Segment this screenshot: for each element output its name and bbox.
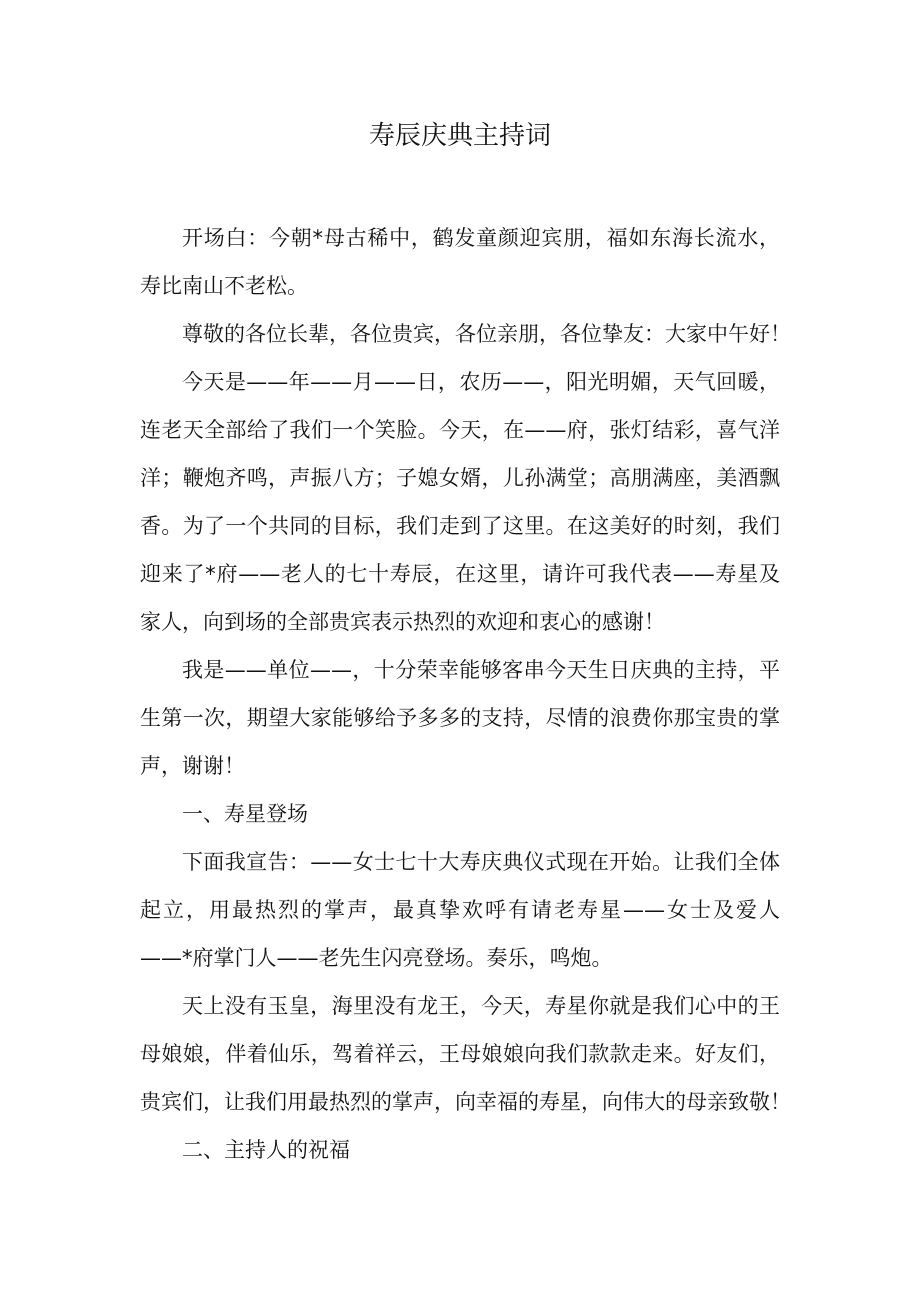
text-line: ——*府掌门人——老先生闪亮登场。奏乐，鸣炮。 <box>140 946 613 970</box>
paragraph <box>140 790 780 838</box>
text-line: 开场白：今朝*母古稀中，鹤发童颜迎宾朋，福如东海长流水， <box>182 226 780 250</box>
text-line: 今天是——年——月——日，农历——，阳光明媚，天气回暖， <box>182 370 780 394</box>
text-line: 下面我宣告：——女士七十大寿庆典仪式现在开始。让我们全体 <box>182 850 780 874</box>
text-line: 生第一次，期望大家能够给予多多的支持，尽情的浪费你那宝贵的掌 <box>140 706 780 730</box>
paragraph <box>140 358 780 646</box>
text-line: 起立，用最热烈的掌声，最真挚欢呼有请老寿星——女士及爱人 <box>140 898 780 922</box>
text-line: 二、主持人的祝福 <box>182 1138 350 1162</box>
text-line: 母娘娘，伴着仙乐，驾着祥云，王母娘娘向我们款款走来。好友们， <box>140 1042 780 1066</box>
text-line: 连老天全部给了我们一个笑脸。今天，在——府，张灯结彩，喜气洋 <box>140 418 780 442</box>
text-line: 尊敬的各位长辈，各位贵宾，各位亲朋，各位挚友：大家中午好！ <box>182 322 791 346</box>
text-line: 家人，向到场的全部贵宾表示热烈的欢迎和衷心的感谢！ <box>140 610 665 634</box>
text-line: 迎来了*府——老人的七十寿辰，在这里，请许可我代表——寿星及 <box>140 562 780 586</box>
paragraph <box>140 646 780 790</box>
paragraph <box>140 1126 780 1174</box>
paragraph <box>140 310 791 358</box>
text-line: 声，谢谢！ <box>140 754 245 778</box>
text-line: 一、寿星登场 <box>182 802 308 826</box>
text-line: 我是——单位——，十分荣幸能够客串今天生日庆典的主持，平 <box>182 658 780 682</box>
paragraph <box>140 214 780 310</box>
paragraph <box>140 982 791 1126</box>
text-line: 香。为了一个共同的目标，我们走到了这里。在这美好的时刻，我们 <box>140 514 780 538</box>
text-line: 贵宾们，让我们用最热烈的掌声，向幸福的寿星，向伟大的母亲致敬！ <box>140 1090 791 1114</box>
text-line: 洋；鞭炮齐鸣，声振八方；子媳女婿，儿孙满堂；高朋满座，美酒飘 <box>140 466 780 490</box>
document-title: 寿辰庆典主持词 <box>368 121 551 151</box>
text-line: 天上没有玉皇，海里没有龙王，今天，寿星你就是我们心中的王 <box>182 994 780 1018</box>
paragraph <box>140 838 780 982</box>
document-body <box>140 214 791 1174</box>
text-line: 寿比南山不老松。 <box>140 274 308 298</box>
